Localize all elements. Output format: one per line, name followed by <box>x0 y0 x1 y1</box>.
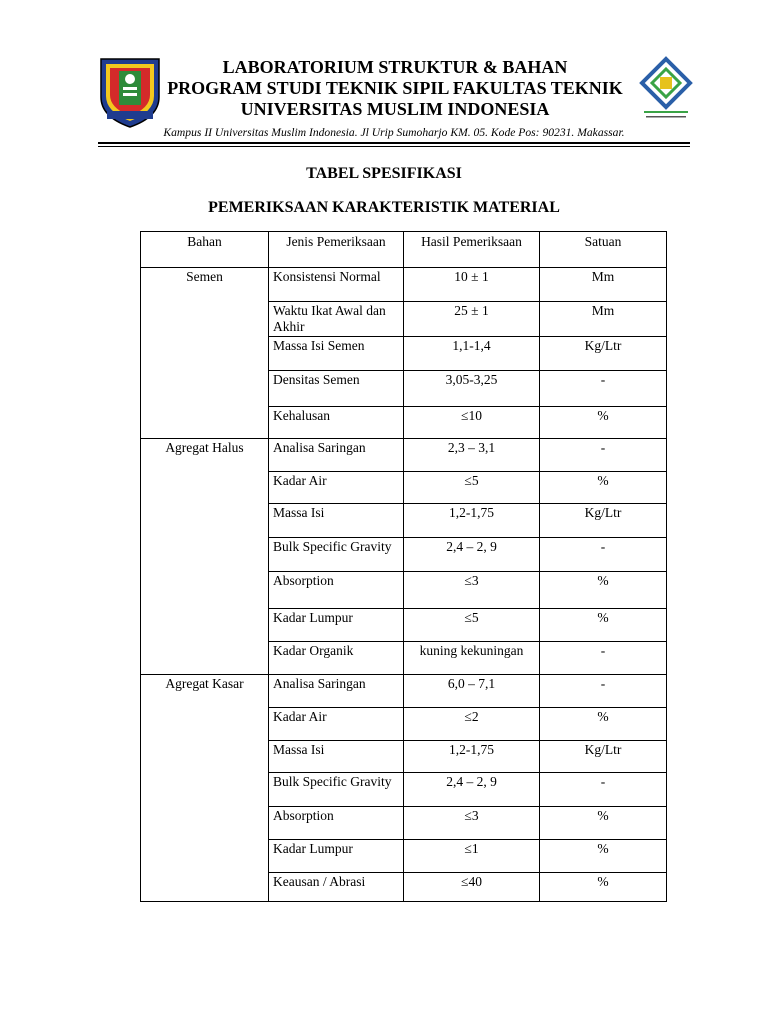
result-cell: 10 ± 1 <box>404 268 540 302</box>
test-type-cell: Konsistensi Normal <box>269 268 404 302</box>
material-cell: Semen <box>141 268 269 439</box>
result-cell: ≤5 <box>404 609 540 642</box>
header-rule <box>98 142 690 144</box>
result-cell: ≤3 <box>404 572 540 609</box>
result-cell: 1,2-1,75 <box>404 741 540 773</box>
result-cell: ≤10 <box>404 407 540 439</box>
specification-table <box>140 231 667 902</box>
unit-cell: % <box>540 609 667 642</box>
test-type-cell: Massa Isi <box>269 504 404 538</box>
test-type-cell: Kadar Lumpur <box>269 840 404 873</box>
unit-cell: Kg/Ltr <box>540 337 667 371</box>
result-cell: 1,2-1,75 <box>404 504 540 538</box>
test-type-cell: Kadar Air <box>269 708 404 741</box>
test-type-cell: Waktu Ikat Awal dan Akhir <box>269 302 404 337</box>
header-hasil: Hasil Pemeriksaan <box>404 232 540 268</box>
header-satuan: Satuan <box>540 232 667 268</box>
document-title: TABEL SPESIFIKASI <box>306 165 462 182</box>
test-type-cell: Analisa Saringan <box>269 675 404 708</box>
unit-cell: Kg/Ltr <box>540 741 667 773</box>
table-row <box>141 268 667 302</box>
test-type-cell: Keausan / Abrasi <box>269 873 404 902</box>
unit-cell: Mm <box>540 302 667 337</box>
result-cell: ≤1 <box>404 840 540 873</box>
document-subtitle: PEMERIKSAAN KARAKTERISTIK MATERIAL <box>208 199 560 216</box>
table-row <box>141 439 667 472</box>
result-cell: ≤5 <box>404 472 540 504</box>
unit-cell: - <box>540 538 667 572</box>
letterhead <box>140 57 650 120</box>
result-cell: 25 ± 1 <box>404 302 540 337</box>
test-type-cell: Massa Isi Semen <box>269 337 404 371</box>
test-type-cell: Kadar Organik <box>269 642 404 675</box>
test-type-cell: Kadar Lumpur <box>269 609 404 642</box>
unit-cell: % <box>540 840 667 873</box>
unit-cell: % <box>540 708 667 741</box>
unit-cell: - <box>540 371 667 407</box>
unit-cell: % <box>540 472 667 504</box>
unit-cell: - <box>540 773 667 807</box>
result-cell: ≤3 <box>404 807 540 840</box>
result-cell: 2,4 – 2, 9 <box>404 538 540 572</box>
unit-cell: - <box>540 675 667 708</box>
unit-cell: % <box>540 807 667 840</box>
test-type-cell: Kehalusan <box>269 407 404 439</box>
table-row <box>141 675 667 708</box>
program-name: PROGRAM STUDI TEKNIK SIPIL FAKULTAS TEKNIK <box>167 78 623 98</box>
lab-name: LABORATORIUM STRUKTUR & BAHAN <box>222 57 568 77</box>
header-jenis: Jenis Pemeriksaan <box>269 232 404 268</box>
unit-cell: - <box>540 642 667 675</box>
test-type-cell: Densitas Semen <box>269 371 404 407</box>
material-cell: Agregat Halus <box>141 439 269 675</box>
test-type-cell: Analisa Saringan <box>269 439 404 472</box>
test-type-cell: Bulk Specific Gravity <box>269 773 404 807</box>
unit-cell: Mm <box>540 268 667 302</box>
test-type-cell: Bulk Specific Gravity <box>269 538 404 572</box>
test-type-cell: Absorption <box>269 572 404 609</box>
unit-cell: % <box>540 407 667 439</box>
material-cell: Agregat Kasar <box>141 675 269 902</box>
result-cell: 3,05-3,25 <box>404 371 540 407</box>
university-name: UNIVERSITAS MUSLIM INDONESIA <box>240 99 550 119</box>
result-cell: ≤2 <box>404 708 540 741</box>
table-header-row <box>141 232 667 268</box>
unit-cell: % <box>540 873 667 902</box>
header-rule-thin <box>98 146 690 147</box>
header-bahan: Bahan <box>141 232 269 268</box>
unit-cell: - <box>540 439 667 472</box>
result-cell: 6,0 – 7,1 <box>404 675 540 708</box>
test-type-cell: Absorption <box>269 807 404 840</box>
address-line: Kampus II Universitas Muslim Indonesia. Jl Urip Sumoharjo KM. 05. Kode Pos: 90231. Makassar. <box>163 126 625 139</box>
result-cell: 2,3 – 3,1 <box>404 439 540 472</box>
unit-cell: Kg/Ltr <box>540 504 667 538</box>
result-cell: kuning kekuningan <box>404 642 540 675</box>
unit-cell: % <box>540 572 667 609</box>
result-cell: 1,1-1,4 <box>404 337 540 371</box>
test-type-cell: Kadar Air <box>269 472 404 504</box>
result-cell: ≤40 <box>404 873 540 902</box>
test-type-cell: Massa Isi <box>269 741 404 773</box>
result-cell: 2,4 – 2, 9 <box>404 773 540 807</box>
